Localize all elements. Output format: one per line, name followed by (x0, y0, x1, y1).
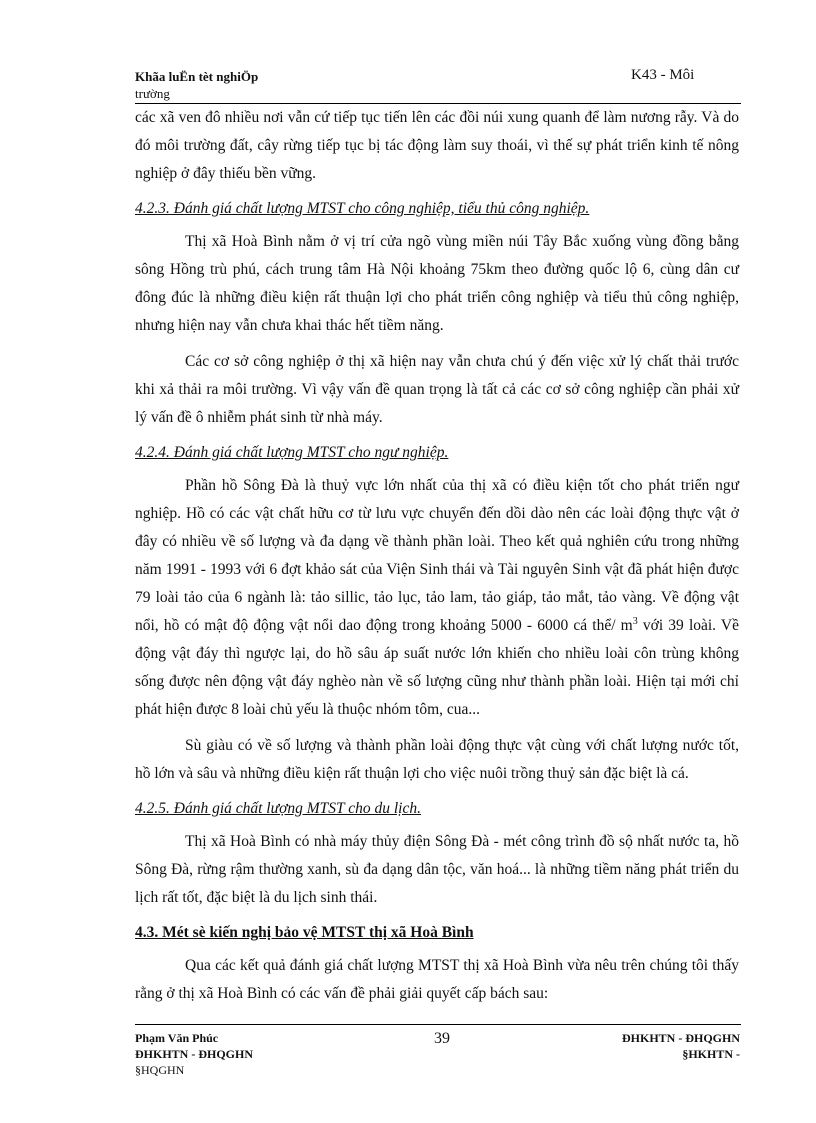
heading-4-3: 4.3. Mét sè kiến nghị bảo vệ MTST thị xã Hoà Bình (135, 924, 474, 941)
header-course-label: K43 - Môi (631, 67, 695, 83)
heading-4-2-5: 4.2.5. Đánh giá chất lượng MTST cho du lịch. (135, 800, 421, 817)
paragraph-7: Qua các kết quả đánh giá chất lượng MTST thị xã Hoà Bình vừa nêu trên chúng tôi thấy rằng ở thị xã Hoà Bình có các vấn đề phải giải quyết cấp bách sau: (135, 957, 739, 1002)
footer-left-line3: §HQGHN (135, 1063, 185, 1077)
header-title-tail: trường (135, 86, 170, 101)
heading-4-2-4: 4.2.4. Đánh giá chất lượng MTST cho ngư nghiệp. (135, 444, 449, 461)
paragraph-6: Thị xã Hoà Bình có nhà máy thủy điện Sông Đà - mét công trình đồ sộ nhất nước ta, hồ Sông Đà, rừng rậm thường xanh, sù đa dạng dân tộc, văn hoá... là những tiềm năng phát triển du lịch rất tốt, đặc biệt là du lịch sinh thái. (135, 833, 739, 906)
page-number: 39 (434, 1030, 450, 1047)
footer-author: Phạm Văn Phúc (135, 1031, 219, 1045)
footer-right-line1: ĐHKHTN - ĐHQGHN (621, 1031, 740, 1045)
header-title-text: Khãa luËn tèt nghiÖp (135, 69, 259, 84)
footer-left-block (135, 1030, 253, 1078)
superscript-3: 3 (632, 615, 638, 627)
heading-4-2-3: 4.2.3. Đánh giá chất lượng MTST cho công nghiệp, tiểu thủ công nghiệp. (135, 200, 590, 217)
paragraph-2: Thị xã Hoà Bình nằm ở vị trí cửa ngõ vùng miền núi Tây Bắc xuống vùng đồng bằng sông Hồng trù phú, cách trung tâm Hà Nội khoảng 75km theo đường quốc lộ 6, cùng dân cư đông đúc là những điều kiện rất thuận lợi cho phát triển công nghiệp và tiểu thủ công nghiệp, nhưng hiện nay vẫn chưa khai thác hết tiềm năng. (135, 233, 739, 334)
paragraph-3: Các cơ sở công nghiệp ở thị xã hiện nay vẫn chưa chú ý đến việc xử lý chất thải trước khi xả thải ra môi trường. Vì vậy vấn đề quan trọng là tất cả các cơ sở công nghiệp cần phải xử lý vấn đề ô nhiễm phát sinh từ nhà máy. (135, 353, 739, 426)
page-body (135, 104, 739, 1016)
header-document-title (135, 68, 315, 102)
paragraph-4-part-a: Phần hồ Sông Đà là thuỷ vực lớn nhất của thị xã có điều kiện tốt cho phát triển ngư nghiệp. Hồ có các vật chất hữu cơ từ lưu vực chuyển đến dồi dào nên các loài động thực vật ở đây có nhiều về số lượng và đa dạng về thành phần loài. Theo kết quả nghiên cứu trong những năm 1991 - 1993 với 6 đợt khảo sát của Viện Sinh thái và Tài nguyên Sinh vật đã phát hiện được 79 loài tảo của 6 ngành là: tảo sillic, tảo lục, tảo lam, tảo giáp, tảo mắt, tảo vàng. Về động vật nổi, hồ có mật độ động vật nổi dao động trong khoảng 5000 - 6000 cá thể/ m (135, 477, 739, 634)
footer-rule (135, 1024, 741, 1025)
paragraph-1: các xã ven đô nhiều nơi vẫn cứ tiếp tục tiến lên các đồi núi xung quanh để làm nương rẫy. Và do đó môi trường đất, cây rừng tiếp tục bị tác động làm suy thoái, vì thế sự phát triển kinh tế nông nghiệp ở đây thiếu bền vững. (135, 109, 739, 182)
footer-left-line2: ĐHKHTN - ĐHQGHN (135, 1047, 254, 1061)
paragraph-5: Sù giàu có về số lượng và thành phần loài động thực vật cùng với chất lượng nước tốt, hồ lớn và sâu và những điều kiện rất thuận lợi cho việc nuôi trồng thuỷ sản đặc biệt là cá. (135, 737, 739, 782)
paragraph-4-part-b: với 39 loài. Về động vật đáy thì ngược lại, do hồ sâu áp suất nước lớn khiến cho nhiều loài côn trùng không sống được nên động vật đáy nghèo nàn về số lượng cũng như thành phần loài. Hiện tại mới chỉ phát hiện được 8 loài chủ yếu là thuộc nhóm tôm, cua... (135, 617, 739, 718)
footer-right-line2: §HKHTN - (682, 1047, 740, 1061)
footer-right-block (590, 1030, 740, 1062)
paragraph-4 (135, 472, 739, 724)
